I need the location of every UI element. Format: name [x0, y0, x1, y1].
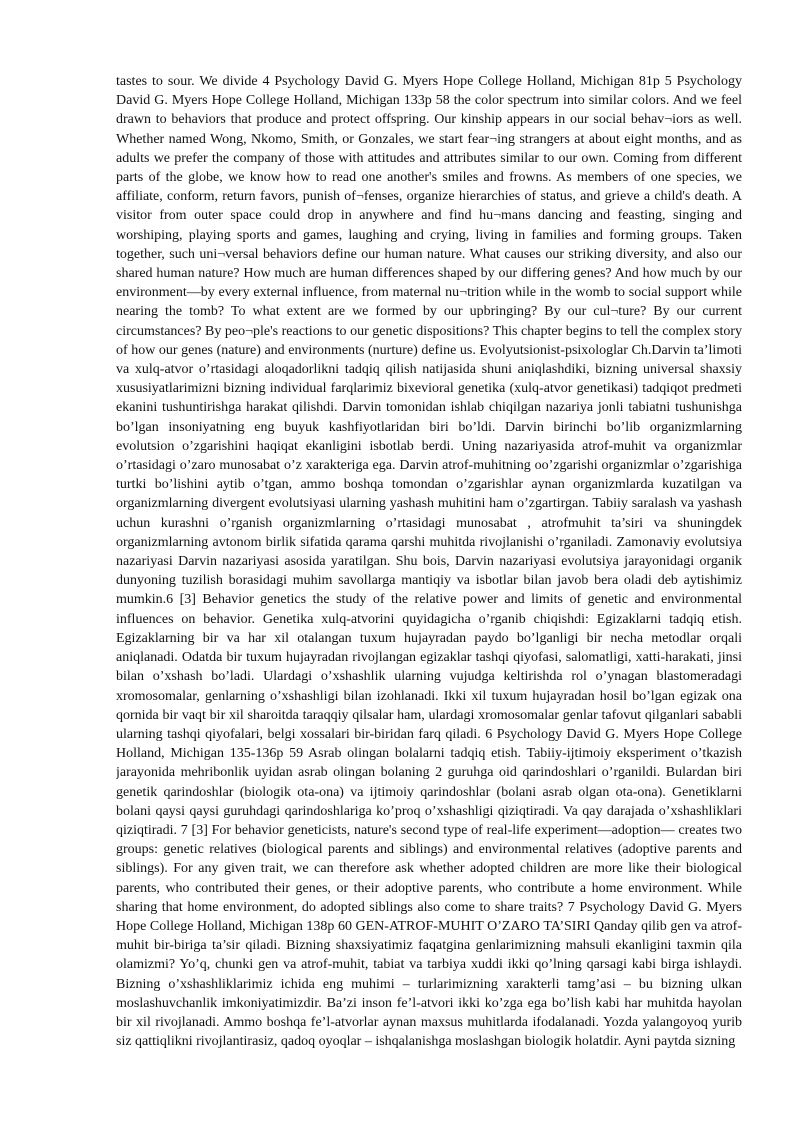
document-page	[116, 72, 742, 1072]
body-paragraph: tastes to sour. We divide 4 Psychology David G. Myers Hope College Holland, Michigan 81p 5 Psychology David G. Myers Hope College Holland, Michigan 133p 58 the color spectrum into similar colors. And we feel drawn to behaviors that produce and protect offspring. Our kinship appears in our social behav¬iors as well. Whether named Wong, Nkomo, Smith, or Gonzales, we start fear¬ing strangers at about eight months, and as adults we prefer the company of those with attitudes and attributes similar to our own. Coming from different parts of the globe, we know how to read one another's smiles and frowns. As members of one species, we affiliate, conform, return favors, punish of¬fenses, organize hierarchies of status, and grieve a child's death. A visitor from outer space could drop in anywhere and find hu¬mans dancing and feasting, singing and worshiping, playing sports and games, laughing and crying, living in families and forming groups. Taken together, such uni¬versal behaviors define our human nature. What causes our striking diversity, and also our shared human nature? How much are human differences shaped by our differing genes? And how much by our environment—by every external influence, from maternal nu¬trition while in the womb to social support while nearing the tomb? To what extent are we formed by our upbringing? By our cul¬ture? By our current circumstances? By peo¬ple's reactions to our genetic dispositions? This chapter begins to tell the complex story of how our genes (nature) and environments (nurture) define us. Evolyutsionist-psixologlar Ch.Darvin ta’limoti va xulq-atvor o’rtasidagi aloqadorlikni tadqiq qilish natijasida shuni aniqlashdiki, bizning universal shaxsiy xususiyatlarimizni bizning individual farqlarimiz bixevioral genetika (xulq-atvor genetikasi) tadqiqot predmeti ekanini tushuntirishga harakat qilishdi. Darvin tomonidan ishlab chiqilgan nazariya jonli tabiatni tushunishga bo’lgan insoniyatning eng buyuk kashfiyotlaridan biri bo’ldi. Darvin birinchi bo’lib organizmlarning evolutsion o’zgarishini haqiqat ekanligini isbotlab berdi. Uning nazariyasida atrof-muhit va organizmlar o’rtasidagi o’zaro munosabat o’z xarakteriga ega. Darvin atrof-muhitning oo’zgarishi organizmlar o’zgarishiga turtki bo’lishini aytib o’tgan, ammo boshqa tomondan o’zgarishlar aynan organizmlarda kuzatilgan va organizmlarning divergent evolutsiyasi ularning yashash muhitini ham o’zgartirgan. Tabiiy saralash va yashash uchun kurashni o’rganish organizmlarning o’rtasidagi munosabat , atrofmuhit ta’siri va shuningdek organizmlarning avtonom birlik sifatida qarama qarshi muhitda rivojlanishi o’rganiladi. Zamonaviy evolutsiya nazariyasi Darvin nazariyasi asosida yaratilgan. Shu bois, Darvin nazariyasi evolutsiya jarayonidagi organik dunyoning tuzilish borasidagi muhim savollarga mantiqiy va isbotlar bilan javob bera oladi deb aytishimiz mumkin.6 [3] Behavior genetics the study of the relative power and limits of genetic and environmental influences on behavior. Genetika xulq-atvorini quyidagicha o’rganib chiqishdi: Egizaklarni tadqiq etish. Egizaklarning bir va har xil otalangan tuxum hujayradan paydo bo’lganligi bir necha metodlar orqali aniqlanadi. Odatda bir tuxum hujayradan rivojlangan egizaklar tashqi qiyofasi, salomatligi, xatti-harakati, jinsi bilan o’xshash bo’ladi. Ulardagi o’xshashlik ularning vujudga keltirishda rol o’ynagan blastomeradagi xromosomalar, genlarning o’xshashligi bilan izohlanadi. Ikki xil tuxum hujayradan hosil bo’lgan egizak ona qornida bir vaqt bir xil sharoitda taraqqiy qilsalar ham, ulardagi xromosomalar genlar tafovut qilganlari sababli ularning tashqi qiyofalari, belgi xossalari bir-biridan farq qiladi. 6 Psychology David G. Myers Hope College Holland, Michigan 135-136p 59 Asrab olingan bolalarni tadqiq etish. Tabiiy-ijtimoiy eksperiment o’tkazish jarayonida mehribonlik uyidan asrab olingan bolaning 2 guruhga oid qarindoshlari o’rganildi. Bulardan biri genetik qarindoshlar (biologik ota-ona) va ijtimoiy qarindoshlar (bolani asrab olgan ota-ona). Genetiklarni bolani qaysi qaysi guruhdagi qarindoshlariga ko’proq o’xshashligi qiziqtiradi. Va qay darajada o’xshashliklari qiziqtiradi. 7 [3] For behavior geneticists, nature's second type of real-life experiment—adoption— creates two groups: genetic relatives (biological parents and siblings) and environmental relatives (adoptive parents and siblings). For any given trait, we can therefore ask whether adopted children are more like their biological parents, who contributed their genes, or their adoptive parents, who contribute a home environment. While sharing that home environment, do adopted siblings also come to share traits? 7 Psychology David G. Myers Hope College Holland, Michigan 138p 60 GEN-ATROF-MUHIT O’ZARO TA’SIRI Qanday qilib gen va atrof-muhit bir-biriga ta’sir qiladi. Bizning shaxsiyatimiz faqatgina genlarimizning mahsuli ekanligini taxmin qila olamizmi? Yo’q, chunki gen va atrof-muhit, tabiat va tarbiya xuddi ikki qo’lning qarsagi kabi birga ishlaydi. Bizning o’xshashliklarimiz ichida eng muhimi – turlarimizning xarakterli tamg’asi – bu bizning ulkan moslashuvchanlik imkoniyatimizdir. Ba’zi inson fe’l-atvori ikki ko’zga ega bo’lish kabi har muhitda hayolan bir xil rivojlanadi. Ammo boshqa fe’l-atvorlar aynan maxsus muhitlarda ifodalanadi. Yozda yalangoyoq yurib siz qattiqlikni rivojlantirasiz, qadoq oyoqlar – ishqalanishga moslashgan biologik holatdir. Ayni paytda sizning	[116, 74, 742, 1050]
